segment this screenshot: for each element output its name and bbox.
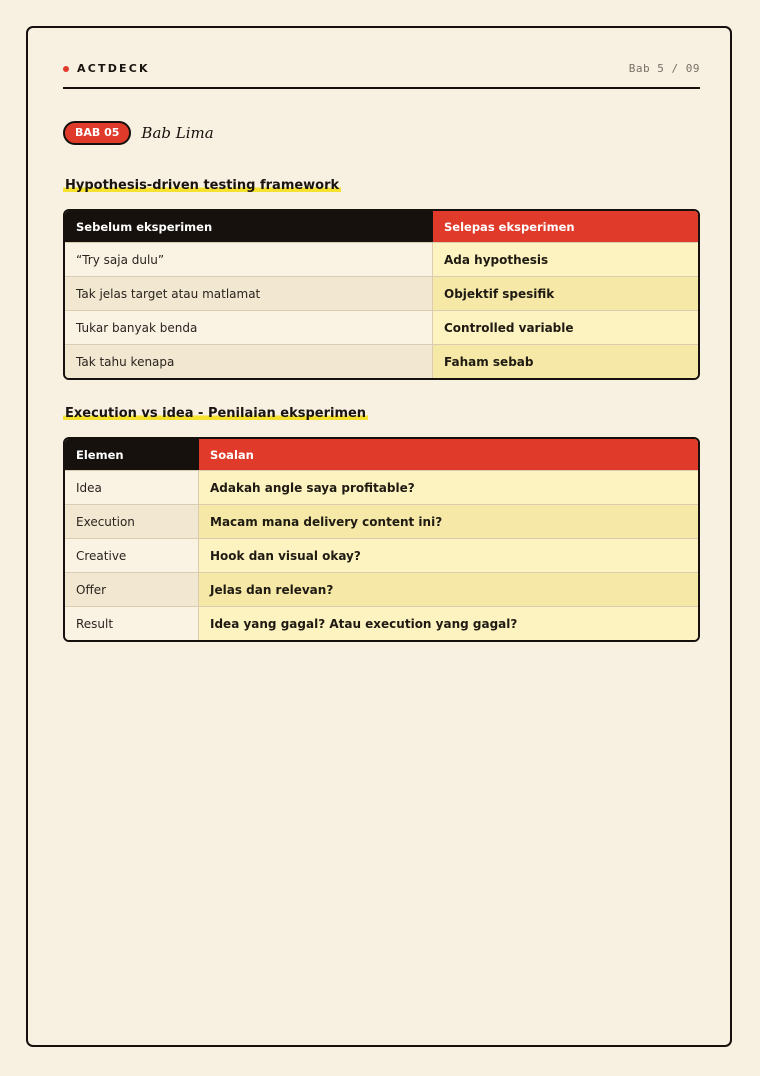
table-row <box>65 470 698 504</box>
page-header <box>63 61 700 89</box>
table-row <box>65 538 698 572</box>
column-header: Selepas eksperimen <box>433 211 698 242</box>
table-row <box>65 504 698 538</box>
table-cell: Controlled variable <box>433 311 698 344</box>
table-cell: Tak jelas target atau matlamat <box>65 277 433 310</box>
brand-dot-icon <box>63 66 69 72</box>
table-cell: Offer <box>65 573 199 606</box>
table-row <box>65 344 698 378</box>
table-row <box>65 310 698 344</box>
page-indicator: Bab 5 / 09 <box>628 62 700 75</box>
table-row <box>65 242 698 276</box>
chapter-name: Bab Lima <box>141 124 214 142</box>
column-header: Elemen <box>65 439 199 470</box>
chapter-badge: BAB 05 <box>63 121 131 145</box>
table-row <box>65 572 698 606</box>
column-header: Soalan <box>199 439 698 470</box>
table-cell: Execution <box>65 505 199 538</box>
brand-name: ACTDECK <box>77 62 150 75</box>
table-header-row <box>65 211 698 242</box>
table-body <box>65 470 698 640</box>
table-body <box>65 242 698 378</box>
table-row <box>65 276 698 310</box>
table-cell: Adakah angle saya profitable? <box>199 471 698 504</box>
table-cell: Idea <box>65 471 199 504</box>
column-header: Sebelum eksperimen <box>65 211 433 242</box>
brand <box>63 62 150 75</box>
section-title-framework: Hypothesis-driven testing framework <box>65 178 340 193</box>
table-row <box>65 606 698 640</box>
table-cell: Tukar banyak benda <box>65 311 433 344</box>
table-cell: Jelas dan relevan? <box>199 573 698 606</box>
chapter-heading <box>63 121 214 145</box>
table-cell: Macam mana delivery content ini? <box>199 505 698 538</box>
table-cell: Creative <box>65 539 199 572</box>
table-header-row <box>65 439 698 470</box>
section-title-evaluation: Execution vs idea - Penilaian eksperimen <box>65 406 367 421</box>
table-evaluation <box>63 437 700 642</box>
table-cell: Tak tahu kenapa <box>65 345 433 378</box>
table-cell: “Try saja dulu” <box>65 243 433 276</box>
table-cell: Result <box>65 607 199 640</box>
page-frame <box>26 26 732 1047</box>
table-framework <box>63 209 700 380</box>
table-cell: Ada hypothesis <box>433 243 698 276</box>
table-cell: Hook dan visual okay? <box>199 539 698 572</box>
table-cell: Idea yang gagal? Atau execution yang gagal? <box>199 607 698 640</box>
table-cell: Objektif spesifik <box>433 277 698 310</box>
table-cell: Faham sebab <box>433 345 698 378</box>
